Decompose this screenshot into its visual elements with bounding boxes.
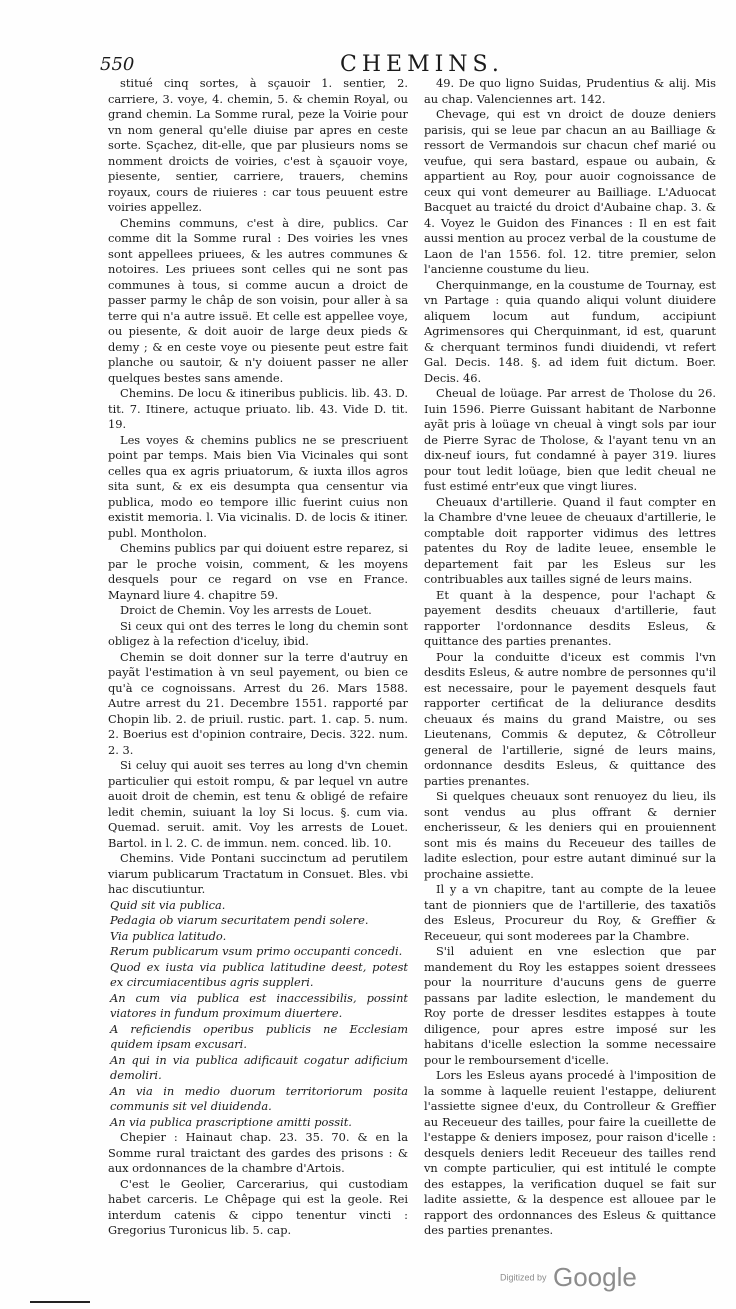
- latin-quote: Via publica latitudo.: [110, 928, 227, 943]
- latin-quote: A reficiendis operibus publicis ne Ecclesiam quidem ipsam excusari.: [110, 1021, 408, 1051]
- paragraph: Si ceux qui ont des terres le long du chemin sont obligez à la refection d'iceluy, ibid.: [108, 618, 408, 648]
- paragraph: Chepier : Hainaut chap. 23. 35. 70. & en la Somme rural traictant des gardes des prisons : & aux ordonnances de la chambre d'Artois.: [108, 1130, 408, 1175]
- left-column: [108, 76, 408, 1239]
- digitization-watermark: [500, 1262, 637, 1293]
- right-column: [424, 76, 716, 1239]
- paragraph: Chemins publics par qui doiuent estre reparez, si par le proche voisin, comment, & les moyens desquels pour ce regard on vse en France. Maynard liure 4. chapitre 59.: [108, 541, 408, 602]
- paragraph: Il y a vn chapitre, tant au compte de la leuee tant de pionniers que de l'artillerie, des taxatiõs des Esleus, Procureur du Roy, & Greffier & Receueur, qui sont moderees par la Chambre.: [424, 882, 716, 943]
- paragraph: stitué cinq sortes, à sçauoir 1. sentier, 2. carriere, 3. voye, 4. chemin, 5. & chemin Royal, ou grand chemin. La Somme rural, peze la Voirie pour vn nom general qu'elle diuise par apres en ceste sorte. Sçachez, dit-elle, que par plusieurs noms se nomment droicts de voiries, c'est à sçauoir voye, piesente, sentier, carriere, trauers, chemins royaux, cours de riuieres : car tous peuuent estre voiries appellez.: [108, 76, 408, 214]
- paragraph: C'est le Geolier, Carcerarius, qui custodiam habet carceris. Le Chêpage qui est la geole. Rei interdum catenis & cippo tenentur vincti : Gregorius Turonicus lib. 5. cap.: [108, 1176, 408, 1237]
- latin-quote: Rerum publicarum vsum primo occupanti concedi.: [110, 944, 403, 958]
- paragraph: Chevage, qui est vn droict de douze deniers parisis, qui se leue par chacun an au Bailliage & ressort de Vermandois sur chacun chef marié ou veufue, qui sera bastard, espaue ou aubain, & appartient au Roy, pour auoir cognoissance de ceux qui vont demeurer au Bailliage. L'Aduocat Bacquet au traicté du droict d'Aubaine chap. 3. & 4. Voyez le Guidon des Finances : Il en est fait aussi mention au procez verbal de la coustume de Laon de l'an 1556. fol. 12. titre premier, selon l'ancienne coustume du lieu.: [424, 107, 716, 276]
- paragraph: Chemins communs, c'est à dire, publics. Car comme dit la Somme rural : Des voiries les vnes sont appellees priuees, & les autres communes & notoires. Les priuees sont celles qui ne sont pas communes à tous, si comme aucun a droict de passer parmy le châp de son voisin, pour aller à sa terre qui n'a autre issuë. Et celle est appellee voye, ou piesente, & doit auoir de large deux pieds & demy ; & en ceste voye ou piesente peut estre fait planche ou sautoir, & n'y doiuent passer ne aller quelques bestes sans amende.: [108, 215, 408, 385]
- paragraph: S'il aduient en vne eslection que par mandement du Roy les estappes soient dressees pour la nourriture d'aucuns gens de guerre passans par ladite eslection, le mandement du Roy porte de dresser lesdites estappes à toute diligence, pour apres estre imposé sur les habitans d'icelle eslection la somme necessaire pour le remboursement d'icelle.: [424, 944, 716, 1067]
- page-number: 550: [100, 54, 135, 75]
- paragraph: Cheuaux d'artillerie. Quand il faut compter en la Chambre d'vne leuee de cheuaux d'artillerie, le comptable doit rapporter vidimus des lettres patentes du Roy de ladite leuee, ensemble le departement fait par les Esleus sur les contribuables aux tailles signé de leurs mains.: [424, 494, 716, 586]
- paragraph: Pour la conduitte d'iceux est commis l'vn desdits Esleus, & autre nombre de personnes qu'il est necessaire, pour le payement desquels faut rapporter certificat de la deliurance desdits cheuaux és mains du grand Maistre, ou ses Lieutenans, Commis & deputez, & Côtrolleur general de l'artillerie, signé de leurs mains, ordonnance desdits Esleus, & quittance des parties prenantes.: [424, 649, 716, 788]
- paragraph: Chemin se doit donner sur la terre d'autruy en payãt l'estimation à vn seul payement, ou bien ce qu'à ce cognoissans. Arrest du 26. Mars 1588. Autre arrest du 21. Decembre 1551. rapporté par Chopin lib. 2. de priuil. rustic. part. 1. cap. 5. num. 2. Boerius est d'opinion contraire, Decis. 322. num. 2. 3.: [108, 649, 408, 757]
- latin-quote: An via publica prascriptione amitti possit.: [110, 1114, 352, 1129]
- paragraph: Chemins. De locu & itineribus publicis. lib. 43. D. tit. 7. Itinere, actuque priuato. lib. 43. Vide D. tit. 19.: [108, 386, 408, 431]
- latin-quote: Quod ex iusta via publica latitudine deest, potest ex circumiacentibus agris suppleri.: [110, 959, 408, 989]
- google-logo: Google: [552, 1262, 637, 1292]
- latin-quote: Pedagia ob viarum securitatem pendi solere.: [110, 913, 369, 927]
- paragraph: 49. De quo ligno Suidas, Prudentius & alij. Mis au chap. Valenciennes art. 142.: [424, 76, 716, 106]
- paragraph: Les voyes & chemins publics ne se prescriuent point par temps. Mais bien Via Vicinales qui sont celles qua ex agris priuatorum, & iuxta illos agros sita sunt, & ex eis desumpta qua censentur via publica, modo eo tempore illic fuerint cuius non existit memoria. l. Via vicinalis. D. de locis & itiner. publ. Montholon.: [108, 432, 408, 540]
- latin-quote: Quid sit via publica.: [110, 897, 226, 912]
- running-head: CHEMINS.: [340, 52, 504, 77]
- latin-quote: An cum via publica est inaccessibilis, possint viatores in fundum proximum diuertere.: [110, 990, 408, 1020]
- paragraph: Si quelques cheuaux sont renuoyez du lieu, ils sont vendus au plus offrant & dernier encherisseur, & les deniers qui en prouiennent sont mis és mains du Receueur des tailles de ladite eslection, pour estre autant diminué sur la prochaine assiette.: [424, 789, 716, 881]
- paragraph: Chemins. Vide Pontani succinctum ad perutilem viarum publicarum Tractatum in Consuet. Bles. vbi hac discutiuntur.: [108, 851, 408, 896]
- paragraph: Et quant à la despence, pour l'achapt & payement desdits cheuaux d'artillerie, faut rapporter l'ordonnance desdits Esleus, & quittance des parties prenantes.: [424, 587, 716, 648]
- paragraph: Lors les Esleus ayans procedé à l'imposition de la somme à laquelle reuient l'estappe, deliurent l'assiette signee d'eux, du Controlleur & Greffier au Receueur des tailles, pour faire la cueillette de l'estappe & deniers imposez, pour raison d'icelle : desquels deniers ledit Receueur des tailles rend vn compte particulier, qui est intitulé le compte des estappes, la verification duquel se fait sur ladite assiette, & la despence est allouee par le rapport des ordonnances des Esleus & quittance des parties prenantes.: [424, 1068, 716, 1237]
- paragraph: Cherquinmange, en la coustume de Tournay, est vn Partage : quia quando aliqui volunt diuidere aliquem locum aut fundum, accipiunt Agrimensores qui Cherquinmant, id est, quarunt & cherquant terminos fundi diuidendi, vt refert Gal. Decis. 148. §. ad idem fuit dictum. Boer. Decis. 46.: [424, 277, 716, 385]
- bottom-rule: [30, 1301, 90, 1303]
- paragraph: Cheual de loüage. Par arrest de Tholose du 26. Iuin 1596. Pierre Guissant habitant de Narbonne ayãt pris à loüage vn cheual à vingt sols par iour de Pierre Syrac de Tholose, & l'ayant tenu vn an dix-neuf iours, fut condamné à payer 319. liures pour tout ledit loüage, bien que ledit cheual ne fust estimé entr'eux que vingt liures.: [424, 386, 716, 493]
- paragraph: Droict de Chemin. Voy les arrests de Louet.: [120, 603, 372, 617]
- latin-quote: An via in medio duorum territoriorum posita communis sit vel diuidenda.: [110, 1083, 408, 1113]
- latin-quote: An qui in via publica adificauit cogatur adificium demoliri.: [110, 1052, 408, 1082]
- paragraph: Si celuy qui auoit ses terres au long d'vn chemin particulier qui estoit rompu, & par lequel vn autre auoit droit de chemin, est tenu & obligé de refaire ledit chemin, suiuant la loy Si locus. §. cum via. Quemad. seruit. amit. Voy les arrests de Louet. Bartol. in l. 2. C. de immun. nem. conced. lib. 10.: [108, 758, 408, 850]
- digitized-by-label: Digitized by: [500, 1272, 547, 1283]
